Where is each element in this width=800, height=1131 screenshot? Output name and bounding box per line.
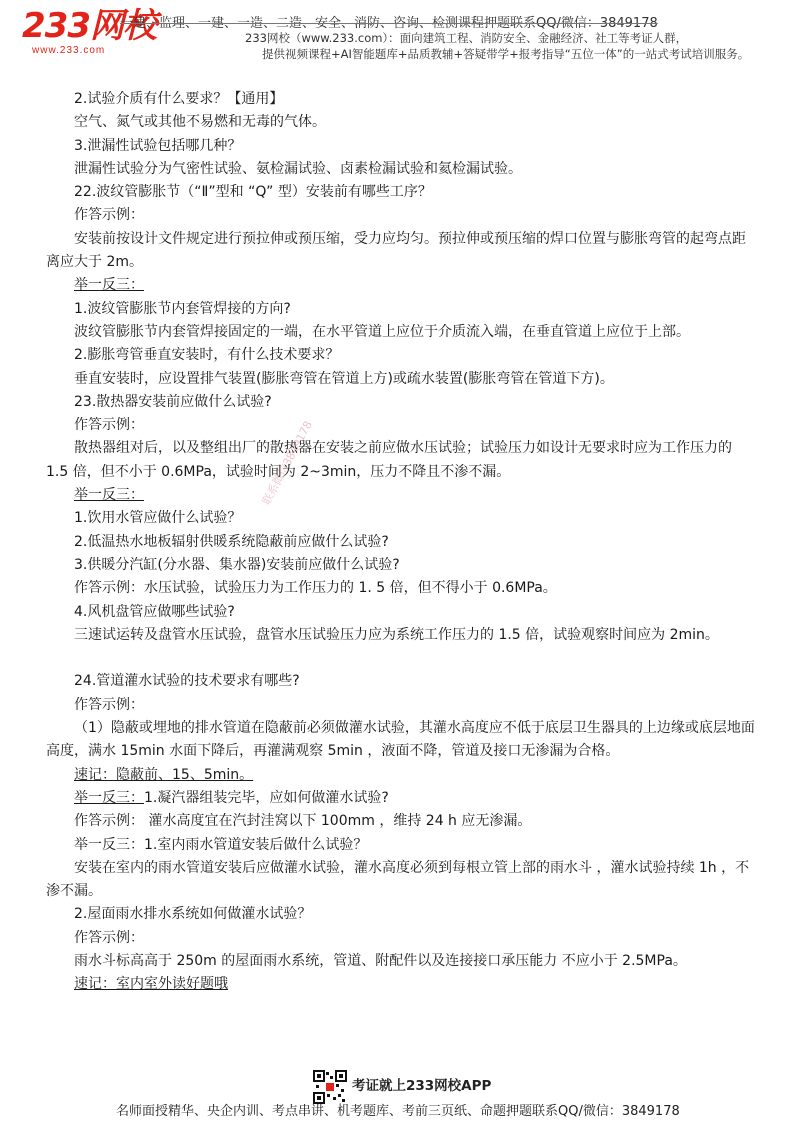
question-line: 3.泄漏性试验包括哪几种？ (74, 137, 242, 154)
watermark: 联系微信3849178 (259, 418, 315, 508)
page-footer (0, 1062, 800, 1131)
question-line: 4.风机盘管应做哪些试验? (74, 603, 235, 620)
qr-code-icon[interactable] (313, 1070, 347, 1104)
question-line: 1.饮用水管应做什么试验？ (74, 510, 242, 527)
header-service-line: 提供视频课程+AI智能题库+品质教辅+答疑带学+报考指导“五位一体”的一站式考试培训服务。 (262, 47, 750, 61)
question-line: 2.膨胀弯管垂直安装时，有什么技术要求？ (74, 347, 340, 364)
blank-line (46, 647, 758, 670)
question-line: 2.试验介质有什么要求？【通用】 (74, 91, 284, 107)
answer-paragraph: 安装在室内的雨水管道安装后应做灌水试验，灌水高度必须到每根立管上部的雨水斗 ，灌水试验持续 1h ，不渗不漏。 (46, 859, 750, 900)
answer-line: 作答示例： 灌水高度宜在汽封洼窝以下 100mm ，维持 24 h 应无渗漏。 (74, 813, 532, 830)
answer-paragraph: 安装前按设计文件规定进行预拉伸或预压缩，受力应均匀。预拉伸或预压缩的焊口位置与膨胀弯管的起弯点距离应大于 2m。 (46, 230, 746, 271)
question-heading: 24.管道灌水试验的技术要求有哪些? (74, 673, 300, 690)
question-heading: 22.波纹管膨胀节（“Ⅱ”型和 “Q” 型）安装前有哪些工序？ (74, 184, 432, 201)
answer-line: 空气、氮气或其他不易燃和无毒的气体。 (74, 114, 326, 131)
answer-paragraph: 散热器组对后，以及整组出厂的散热器在安装之前应做水压试验；试验压力如设计无要求时应为工作压力的 1.5 倍，但不小于 0.6MPa，试验时间为 2~3min，压力不降且不渗不漏。 (46, 440, 732, 480)
header-contact-line: 一建、监理、一建、一造、二造、安全、消防、咨询、检测课程押题联系QQ/微信：3849178 (120, 16, 658, 31)
header-intro-line: 233网校（www.233.com）：面向建筑工程、消防安全、金融经济、社工等考证人群， (245, 31, 688, 45)
question-line: 1.波纹管膨胀节内套管焊接的方向? (74, 300, 291, 317)
answer-paragraph: （1）隐蔽或埋地的排水管道在隐蔽前必须做灌水试验，其灌水高度应不低于底层卫生器具的上边缘或底层地面高度，满水 15min 水面下降后，再灌满观察 5min ，液面不降，管道及接口无渗漏为合格。 (46, 720, 755, 760)
answer-line: 波纹管膨胀节内套管焊接固定的一端，在水平管道上应位于介质流入端，在垂直管道上应位于上部。 (74, 323, 690, 340)
answer-line: 垂直安装时，应设置排气装置(膨胀弯管在管道上方)或疏水装置(膨胀弯管在管道下方)。 (74, 370, 614, 387)
extension-label: 举一反三： (74, 789, 144, 806)
question-line: 3.供暖分汽缸(分水器、集水器)安装前应做什么试验? (74, 556, 400, 573)
footer-contact-line: 名师面授精华、央企内训、考点串讲、机考题库、考前三页纸、命题押题联系QQ/微信：3849178 (116, 1104, 680, 1119)
example-label: 作答示例： (74, 417, 144, 434)
question-text: 1.凝汽器组装完毕，应如何做灌水试验? (144, 789, 389, 806)
answer-line: 三速试运转及盘管水压试验，盘管水压试验压力应为系统工作压力的 1.5 倍，试验观察时间应为 2min。 (74, 626, 719, 643)
brand-url: www.233.com (32, 45, 106, 56)
answer-line: 雨水斗标高高于 250m 的屋面雨水系统，管道、附配件以及连接接口承压能力 不应小于 2.5MPa。 (74, 952, 687, 969)
question-line: 2.低温热水地板辐射供暖系统隐蔽前应做什么试验? (74, 533, 389, 550)
example-label: 作答示例： (74, 696, 144, 713)
answer-line: 泄漏性试验分为气密性试验、氨检漏试验、卤素检漏试验和氦检漏试验。 (74, 160, 522, 177)
memory-tip: 速记：室内室外读好题哦 (74, 976, 228, 993)
app-promo[interactable]: 考证就上233网校APP (352, 1078, 492, 1094)
extension-question (46, 787, 758, 810)
question-line: 2.屋面雨水排水系统如何做灌水试验？ (74, 906, 312, 923)
memory-tip: 速记：隐蔽前、15、5min。 (74, 766, 254, 783)
extension-label: 举一反三： (74, 277, 144, 294)
extension-label: 举一反三： (74, 487, 144, 504)
example-label: 作答示例： (74, 929, 144, 946)
page-header (0, 0, 800, 70)
brand-logo[interactable]: 233网校 (22, 6, 156, 46)
extension-question: 举一反三：1.室内雨水管道安装后做什么试验？ (74, 836, 368, 853)
example-label: 作答示例： (74, 207, 144, 224)
answer-line: 作答示例：水压试验，试验压力为工作压力的 1. 5 倍，但不得小于 0.6MPa。 (74, 580, 557, 597)
document-body (46, 88, 758, 997)
question-heading: 23.散热器安装前应做什么试验? (74, 393, 272, 410)
